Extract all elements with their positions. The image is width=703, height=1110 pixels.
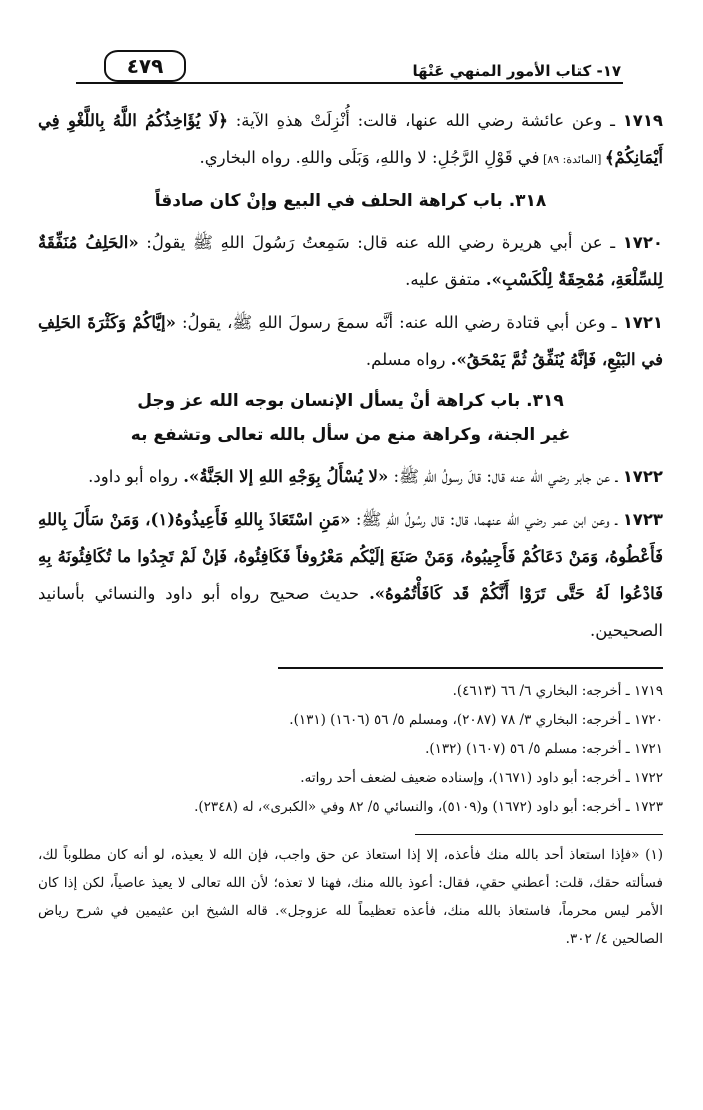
chapter-319-line-2: غير الجنة، وكراهة منع من سأل بالله تعالى وتشفع به [130, 425, 571, 445]
prophetic-quote: «إيَّاكُمْ وَكَثْرَةَ الحَلِفِ في البَيْعِ، فَإنَّهُ يُنَفِّقُ ثُمَّ يَمْحَقُ». [38, 313, 663, 369]
takhrij-item: ١٧١٩ ـ أخرجه: البخاري ٦/ ٦٦ (٤٦١٣). [452, 683, 663, 699]
hadith-text: ـ عن أبي هريرة رضي الله عنه قال: سَمِعتُ رَسُولَ اللهِ ﷺ يقولُ: [138, 233, 623, 252]
prophetic-quote: «الحَلِفُ مُنَفِّقَةٌ لِلسِّلْعَةِ، مُمْحِقَةٌ لِلْكَسْبِ». [38, 233, 663, 289]
hadith-source: رواه أبو داود. [88, 467, 184, 486]
hadith-text: ـ وعن عائشة رضي الله عنها، قالت: أُنْزِلَتْ هذهِ الآية: [227, 111, 623, 130]
page-number: ٤٧٩ [104, 50, 186, 82]
hadith-number: ١٧٢١ [622, 313, 663, 332]
takhrij-item: ١٧٢٢ ـ أخرجه: أبو داود (١٦٧١)، وإسناده ضعيف لضعف أحد رواته. [300, 770, 663, 786]
header-rule [76, 82, 623, 84]
running-title: ١٧- كتاب الأمور المنهي عَنْهَا [412, 62, 621, 80]
page-header [38, 0, 663, 82]
takhrij-divider [278, 667, 663, 669]
hadith-text: في قَوْلِ الرَّجُلِ: لا واللهِ، وَبَلَى واللهِ. رواه البخاري. [199, 148, 540, 167]
hadith-text: ـ عن جابر رضي الله عنه قال: قالَ رسولُ اللهِ ﷺ: [388, 467, 623, 486]
hadith-1719 [38, 102, 663, 178]
hadith-1722 [38, 458, 663, 495]
takhrij-item: ١٧٢١ ـ أخرجه: مسلم ٥/ ٥٦ (١٦٠٧) (١٣٢). [425, 741, 663, 757]
hadith-1720 [38, 224, 663, 298]
quran-reference: [المائدة: ٨٩] [539, 153, 605, 166]
hadith-number: ١٧١٩ [622, 111, 664, 130]
hadith-1721 [38, 304, 663, 378]
hadith-number: ١٧٢٠ [622, 233, 663, 252]
quran-quote: ﴿لَا يُؤَاخِذُكُمُ اللَّهُ بِاللَّغْوِ فِي أَيْمَانِكُمْ﴾ [38, 111, 663, 167]
main-text [38, 82, 663, 649]
hadith-source: متفق عليه. [405, 270, 486, 289]
hadith-source: حديث صحيح رواه أبو داود والنسائي بأسانيد الصحيحين. [38, 584, 663, 640]
prophetic-quote: «مَنِ اسْتَعَاذَ بِاللهِ فَأَعِيذُوهُ(١)، وَمَنْ سَأَلَ بِاللهِ فَأَعْطُوهُ، وَمَنْ دَعَاكُمْ فَأَجِيبُوهُ، وَمَنْ صَنَعَ إلَيْكُم مَعْرُوفاً فَكَافِئُوهُ، فَإنْ لَمْ تَجِدُوا ما تُكَافِئُونَهُ بِهِ فَادْعُوا لَهُ حَتَّى تَرَوْا أَنَّكُمْ قَد كَافَأْتُمُوهُ». [38, 510, 663, 603]
hadith-text: ـ وعن ابن عمر رضي الله عنهما، قال: قال رسُولُ اللهِ ﷺ: [350, 510, 623, 529]
footnote-divider [415, 834, 663, 835]
hadith-1723 [38, 501, 663, 649]
chapter-318-title: ٣١٨. باب كراهة الحلف في البيع وإنْ كان صادقاً [154, 191, 547, 211]
prophetic-quote: «لا يُسْأَلُ بِوَجْهِ اللهِ إلا الجَنَّةُ». [183, 467, 389, 486]
hadith-number: ١٧٢٣ [622, 510, 663, 529]
takhrij-item: ١٧٢٣ ـ أخرجه: أبو داود (١٦٧٢) و(٥١٠٩)، والنسائي ٥/ ٨٢ وفي «الكبرى»، له (٢٣٤٨). [194, 799, 663, 815]
takhrij-list [38, 677, 663, 822]
footnote-1: (١) «فإذا استعاذ أحد بالله منك فأعذه، إلا إذا استعاذ عن حق واجب، فإن الله لا يعيذه، لو أنه كان مطلوباً لك، فسألته حقك، قلت: أعطني حقي، فقال: أعوذ بالله منك، فهنا لا تعذه؛ لأن الله تعالى لا يعيذ عاصياً، لكن إذا كان الأمر ليس محرماً، فاستعاذ بالله منك، فأعذه تعظيماً لله عزوجل». قاله الشيخ ابن عثيمين في شرح رياض الصالحين ٤/ ٣٠٢. [38, 847, 663, 947]
chapter-319-line-1: ٣١٩. باب كراهة أنْ يسأل الإنسان بوجه الله عز وجل [137, 391, 564, 411]
hadith-number: ١٧٢٢ [622, 467, 663, 486]
chapter-319-title [38, 384, 663, 452]
takhrij-item: ١٧٢٠ ـ أخرجه: البخاري ٣/ ٧٨ (٢٠٨٧)، ومسلم ٥/ ٥٦ (١٦٠٦) (١٣١). [289, 712, 663, 728]
hadith-text: ـ وعن أبي قتادة رضي الله عنه: أنَّه سمعَ رسولَ اللهِ ﷺ، يقولُ: [175, 313, 623, 332]
hadith-source: رواه مسلم. [365, 350, 451, 369]
